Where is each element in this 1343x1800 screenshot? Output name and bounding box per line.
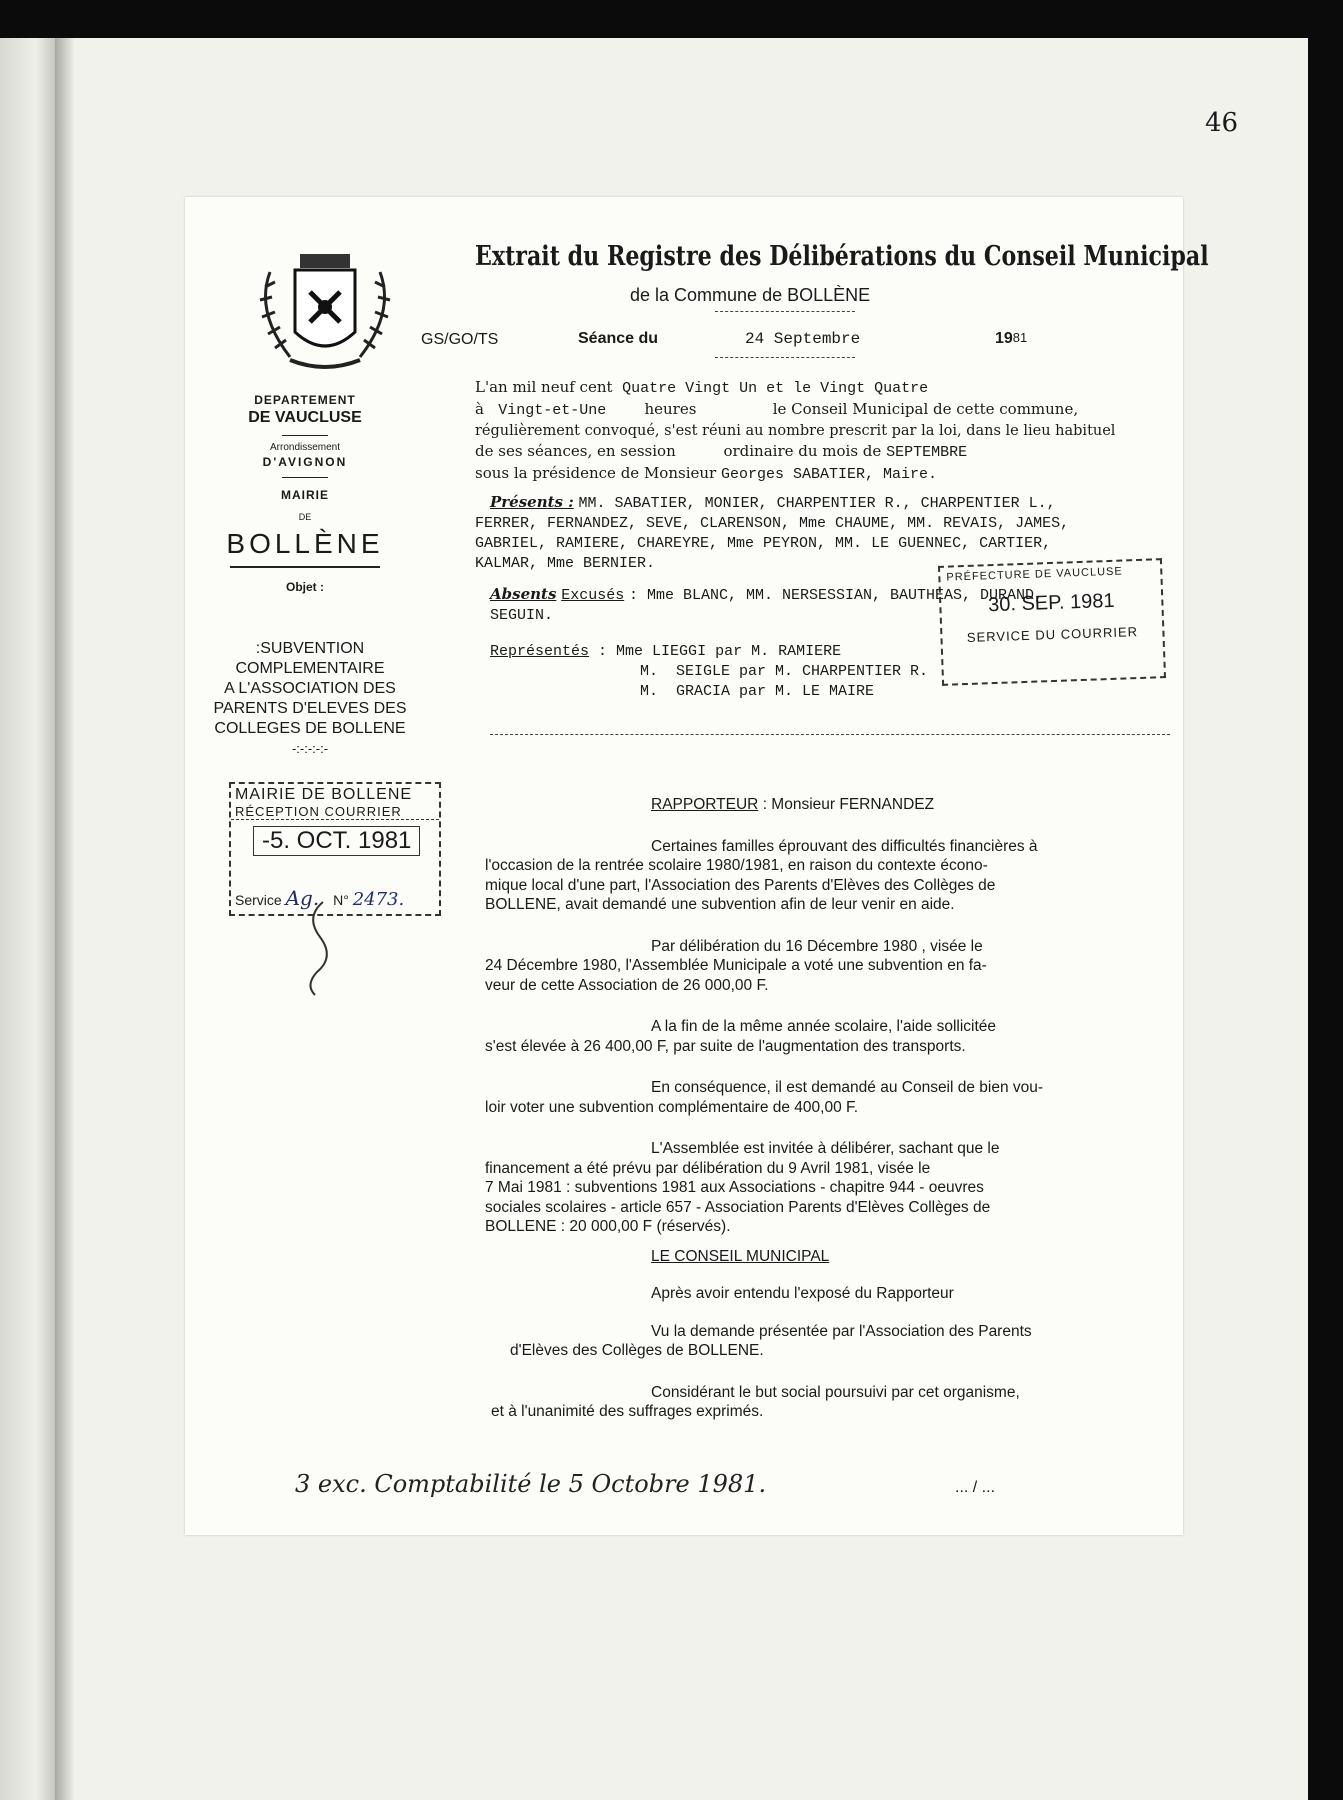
divider [230,566,380,568]
divider [715,357,855,358]
departement-label: DEPARTEMENT [254,393,356,407]
paragraph-line: A la fin de la même année scolaire, l'aide sollicitée [651,1018,997,1035]
objet-line: :SUBVENTION [255,640,365,657]
intro-text: le Conseil Municipal de cette commune, [772,400,1079,418]
rapporteur-name: : Monsieur FERNANDEZ [762,796,935,813]
paragraph-line: loir voter une subvention complémentaire de 400,00 F. [485,1098,859,1116]
stamp-line: SERVICE DU COURRIER [966,624,1139,645]
intro-value: SEPTEMBRE [886,444,968,461]
handwritten-initial-mark [295,897,345,997]
paragraph-line: 24 Décembre 1980, l'Assemblée Municipale a voté une subvention en fa- [485,957,987,974]
divider [282,435,328,436]
paragraph-line: 7 Mai 1981 : subventions 1981 aux Associations - chapitre 944 - oeuvres [485,1179,984,1196]
stamp-number-label: N° [333,892,349,908]
paragraph-line: En conséquence, il est demandé au Conseil de bien vou- [651,1079,1044,1096]
presents-line: GABRIEL, RAMIERE, CHAREYRE, Mme PEYRON, MM. LE GUENNEC, CARTIER, [475,535,1052,552]
absents-label: Excusés [561,587,625,604]
paragraph-line: d'Elèves des Collèges de BOLLENE. [510,1342,764,1359]
objet-line: COLLEGES DE BOLLENE [214,720,406,737]
stamp-line: RÉCEPTION COURRIER [231,804,439,820]
stamp-line: MAIRIE DE BOLLENE [235,786,413,803]
conseil-heading: LE CONSEIL MUNICIPAL [651,1247,830,1265]
reception-stamp [229,782,441,916]
intro-value: Quatre Vingt Un et le Vingt Quatre [622,380,929,397]
seance-label: Séance du [578,330,659,347]
intro-text: ordinaire du mois de [723,442,882,460]
handwritten-note: 3 exc. Comptabilité le 5 Octobre 1981. [295,1470,767,1498]
de-label: DE [298,512,312,522]
paragraph-line: Après avoir entendu l'exposé du Rapporteur [651,1285,954,1302]
paragraph-line: Par délibération du 16 Décembre 1980 , visée le [651,937,983,955]
intro-text: régulièrement convoqué, s'est réuni au nombre prescrit par la loi, dans le lieu habituel [475,423,1116,439]
intro-text: L'an mil neuf cent [475,378,613,396]
presents-line: KALMAR, Mme BERNIER. [475,555,656,572]
objet-line: A L'ASSOCIATION DES [224,680,396,697]
presents-line: FERRER, FERNANDEZ, SEVE, CLARENSON, Mme CHAUME, MM. REVAIS, JAMES, [475,515,1070,532]
presents-line: MM. SABATIER, MONIER, CHARPENTIER R., CHARPENTIER L., [578,495,1056,512]
continuation-mark: ... / ... [955,1479,996,1496]
seance-year-suffix: 81 [1012,330,1028,345]
reference-code: GS/GO/TS [421,331,499,348]
absents-label: Absents [490,585,557,603]
paragraph-line: BOLLENE : 20 000,00 F (réservés). [485,1218,731,1235]
paragraph-line: Vu la demande présentée par l'Association des Parents [651,1322,1032,1340]
section-separator [490,734,1170,735]
page-number: 46 [1205,108,1239,138]
paragraph-line: Certaines familles éprouvant des difficultés financières à [651,837,1038,855]
paragraph-line: L'Assemblée est invitée à délibérer, sachant que le [651,1140,1000,1157]
paragraph-line: BOLLENE, avait demandé une subvention afin de leur venir en aide. [485,896,955,913]
arrondissement-name: D'AVIGNON [262,455,348,469]
objet-line: PARENTS D'ELEVES DES [213,700,407,717]
representes-label: Représentés [490,643,590,660]
paragraph-line: l'occasion de la rentrée scolaire 1980/1981, en raison du contexte écono- [485,857,988,874]
stamp-service-value: Ag. [285,886,320,910]
book-spine [55,38,75,1800]
intro-text: de ses séances, en session [475,442,676,460]
paragraph-line: Considérant le but social poursuivi par cet organisme, [651,1383,1020,1401]
paragraph-line: veur de cette Association de 26 000,00 F. [485,976,769,994]
intro-text: heures [644,400,697,418]
objet-line: COMPLEMENTAIRE [235,660,385,677]
absents-line: SEGUIN. [490,607,554,624]
representes-line: M. GRACIA par M. LE MAIRE [622,683,875,700]
paragraph-line: mique local d'une part, l'Association des Parents d'Elèves des Collèges de [485,876,996,894]
representes-line: : Mme LIEGGI par M. RAMIERE [598,643,842,660]
rapporteur-label: RAPPORTEUR [651,796,759,813]
intro-text: sous la présidence de Monsieur [475,464,717,482]
intro-value: Vingt-et-Une [498,402,607,419]
intro-text: à [475,400,484,418]
seance-year-prefix: 19 [995,330,1013,347]
presents-label: Présents : [490,493,574,511]
objet-end: -:-:-:-:- [291,741,329,756]
document-sheet [185,197,1209,1535]
coat-of-arms-emblem [250,242,400,377]
representes-line: M. SEIGLE par M. CHARPENTIER R. [622,663,929,680]
objet-label: Objet : [286,580,324,594]
paragraph-line: s'est élevée à 26 400,00 F, par suite de l'augmentation des transports. [485,1037,966,1055]
commune-name: BOLLÈNE [226,528,384,559]
mairie-label: MAIRIE [281,488,329,502]
stamp-number-value: 2473. [352,889,405,910]
divider [715,311,855,312]
document-title: Extrait du Registre des Délibérations du Conseil Municipal [475,241,1209,272]
stamp-date: -5. OCT. 1981 [253,826,420,856]
divider [282,477,328,478]
arrondissement-label: Arrondissement [269,442,341,453]
paragraph-line: financement a été prévu par délibération du 9 Avril 1981, visée le [485,1159,931,1177]
paragraph-line: et à l'unanimité des suffrages exprimés. [491,1403,764,1420]
paragraph-line: sociales scolaires - article 657 - Association Parents d'Elèves Collèges de [485,1198,991,1216]
left-page [0,38,60,1800]
document-subtitle: de la Commune de BOLLÈNE [630,285,871,305]
intro-value: Georges SABATIER, Maire. [720,466,938,483]
stamp-line: PRÉFECTURE DE VAUCLUSE [946,565,1123,584]
departement-name: DE VAUCLUSE [248,409,362,426]
prefecture-stamp [938,558,1166,686]
seance-date: 24 Septembre [745,330,861,348]
absents-line: : Mme BLANC, MM. NERSESSIAN, BAUTHEAS, DURAND, [628,587,1044,604]
stamp-date: 30. SEP. 1981 [987,589,1115,617]
stamp-service-label: Service [235,892,282,908]
